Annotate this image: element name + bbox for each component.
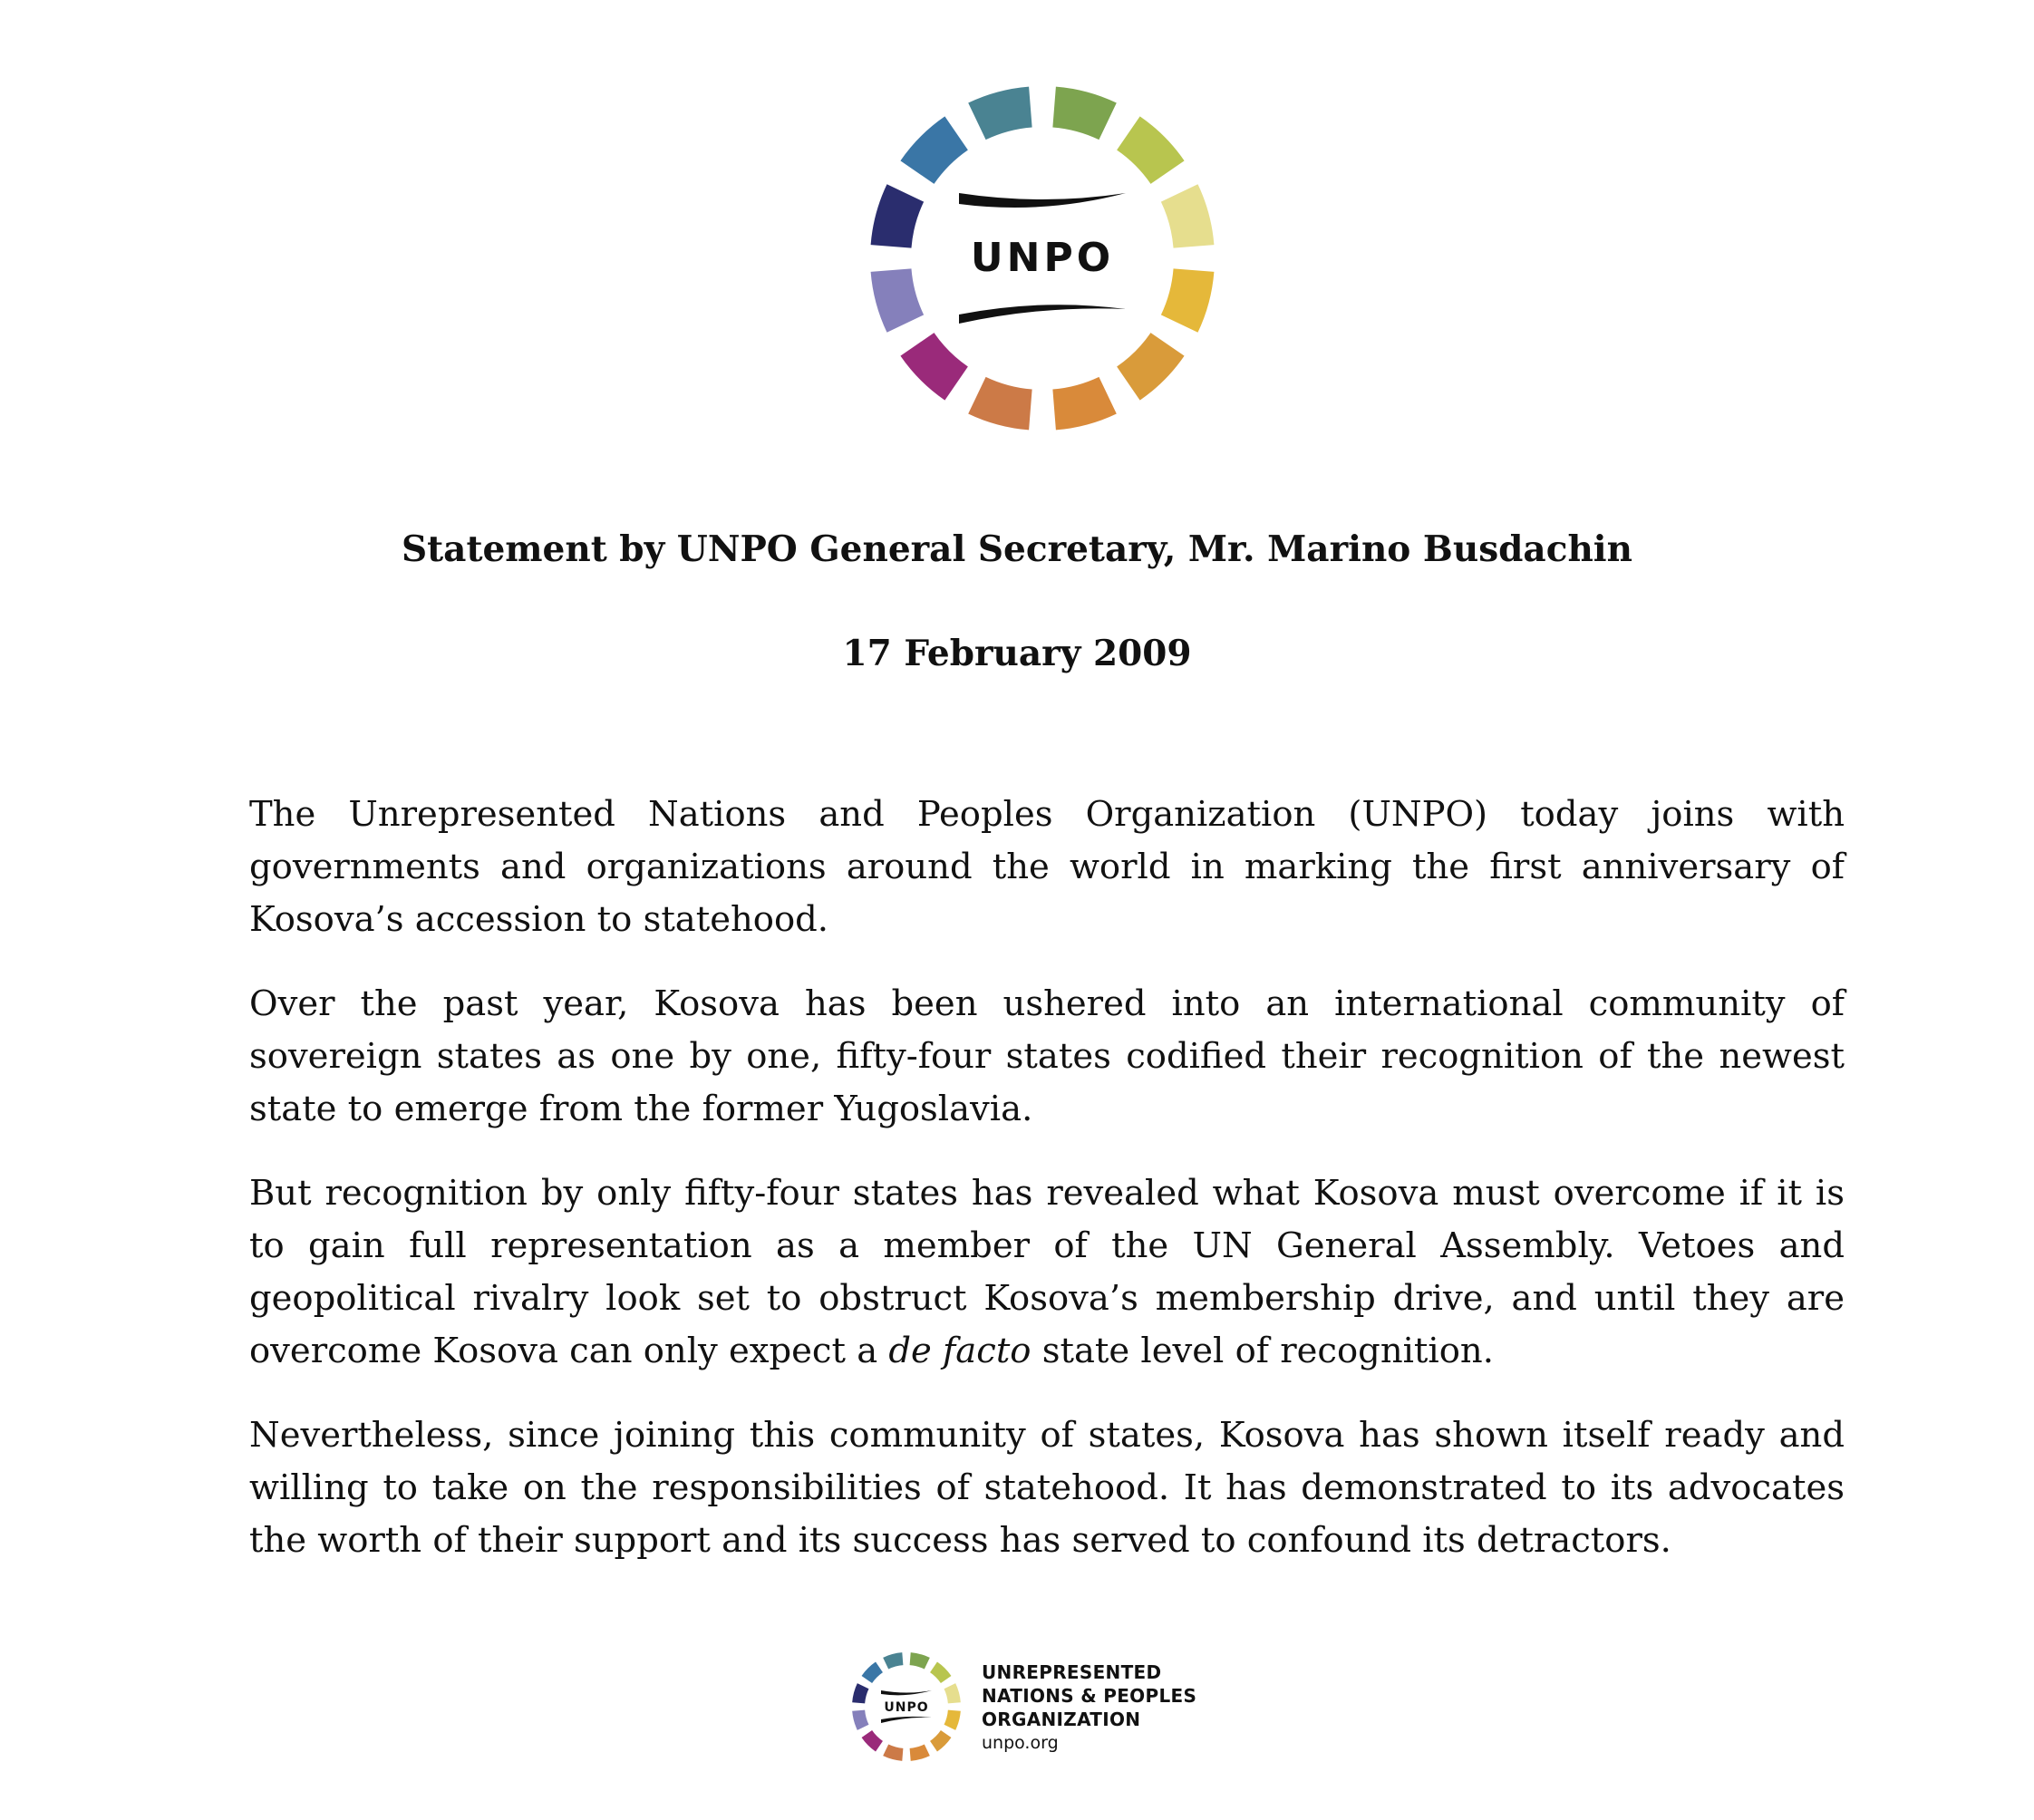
footer-logo-upper-swoosh — [881, 1690, 932, 1695]
footer-logo-wordmark: UNPO — [884, 1700, 929, 1715]
paragraph-3-emphasis: de facto — [888, 1331, 1032, 1371]
footer-ring-segment-7 — [883, 1745, 903, 1761]
footer-ring-segment-4 — [944, 1710, 961, 1730]
logo-ring-segment-2 — [1117, 116, 1184, 183]
footer-line-3: ORGANIZATION — [982, 1709, 1141, 1730]
logo-ring-segment-1 — [1052, 87, 1116, 140]
footer-logo-lower-swoosh — [881, 1717, 932, 1723]
statement-heading: Statement by UNPO General Secretary, Mr. Marino Busdachin — [402, 528, 1632, 570]
logo-ring-segment-8 — [900, 333, 967, 400]
logo-ring-segment-3 — [1161, 184, 1215, 247]
logo-ring-segment-7 — [968, 377, 1032, 431]
logo-ring-segment-10 — [871, 184, 925, 247]
logo-ring-segment-9 — [871, 268, 925, 332]
logo-wordmark: UNPO — [970, 235, 1115, 281]
footer-ring-segment-9 — [852, 1710, 868, 1730]
logo-ring-segment-11 — [900, 116, 967, 183]
footer-ring-segment-11 — [862, 1662, 883, 1683]
footer-ring-segment-3 — [944, 1683, 961, 1703]
footer-ring-segment-5 — [930, 1730, 951, 1751]
unpo-logo — [861, 77, 1224, 440]
paragraph-2: Over the past year, Kosova has been ushered into an international community of sovereign states as one by one, fifty-four states codified their recognition of the newest state to emerge from the former Yugoslavia. — [249, 983, 1845, 1129]
footer-line-2: NATIONS & PEOPLES — [982, 1685, 1197, 1707]
footer-ring-segment-6 — [910, 1745, 930, 1761]
logo-ring-segment-4 — [1161, 268, 1215, 332]
footer-ring-segment-10 — [852, 1683, 868, 1703]
footer-line-1: UNREPRESENTED — [982, 1661, 1162, 1683]
footer-logo — [848, 1648, 965, 1766]
footer — [848, 1648, 1228, 1766]
paragraph-3-text-end: state level of recognition. — [1031, 1331, 1494, 1371]
logo-ring-segment-6 — [1052, 377, 1116, 431]
statement-date: 17 February 2009 — [842, 633, 1192, 674]
logo-lower-swoosh — [959, 305, 1126, 324]
paragraph-3-text-start: But recognition by only fifty-four states has revealed what Kosova must overcome if it is to gain full representation as a member of the UN General Assembly. Vetoes and geopolitical rivalry look set to obstruct Kosova’s membership drive, and until they are overcome Kosova can only expect a — [249, 1173, 1845, 1371]
footer-ring-segment-2 — [930, 1662, 951, 1683]
footer-ring-segment-8 — [862, 1730, 883, 1751]
statement-body — [249, 789, 1845, 1599]
logo-ring-segment-5 — [1117, 333, 1184, 400]
footer-ring-segment-12 — [883, 1652, 903, 1669]
paragraph-1: The Unrepresented Nations and Peoples Organization (UNPO) today joins with governments and organizations around the world in marking the first anniversary of Kosova’s accession to statehood. — [249, 794, 1845, 940]
logo-upper-swoosh — [959, 193, 1126, 208]
footer-ring-segment-1 — [910, 1652, 930, 1669]
paragraph-4: Nevertheless, since joining this community of states, Kosova has shown itself ready and willing to take on the responsibilities of statehood. It has demonstrated to its advocates the worth of their support and its success has served to confound its detractors. — [249, 1415, 1845, 1561]
paragraph-3 — [249, 1167, 1845, 1378]
footer-website-link[interactable]: unpo.org — [982, 1733, 1059, 1753]
logo-ring-segment-12 — [968, 87, 1032, 140]
footer-org-name — [982, 1660, 1196, 1755]
